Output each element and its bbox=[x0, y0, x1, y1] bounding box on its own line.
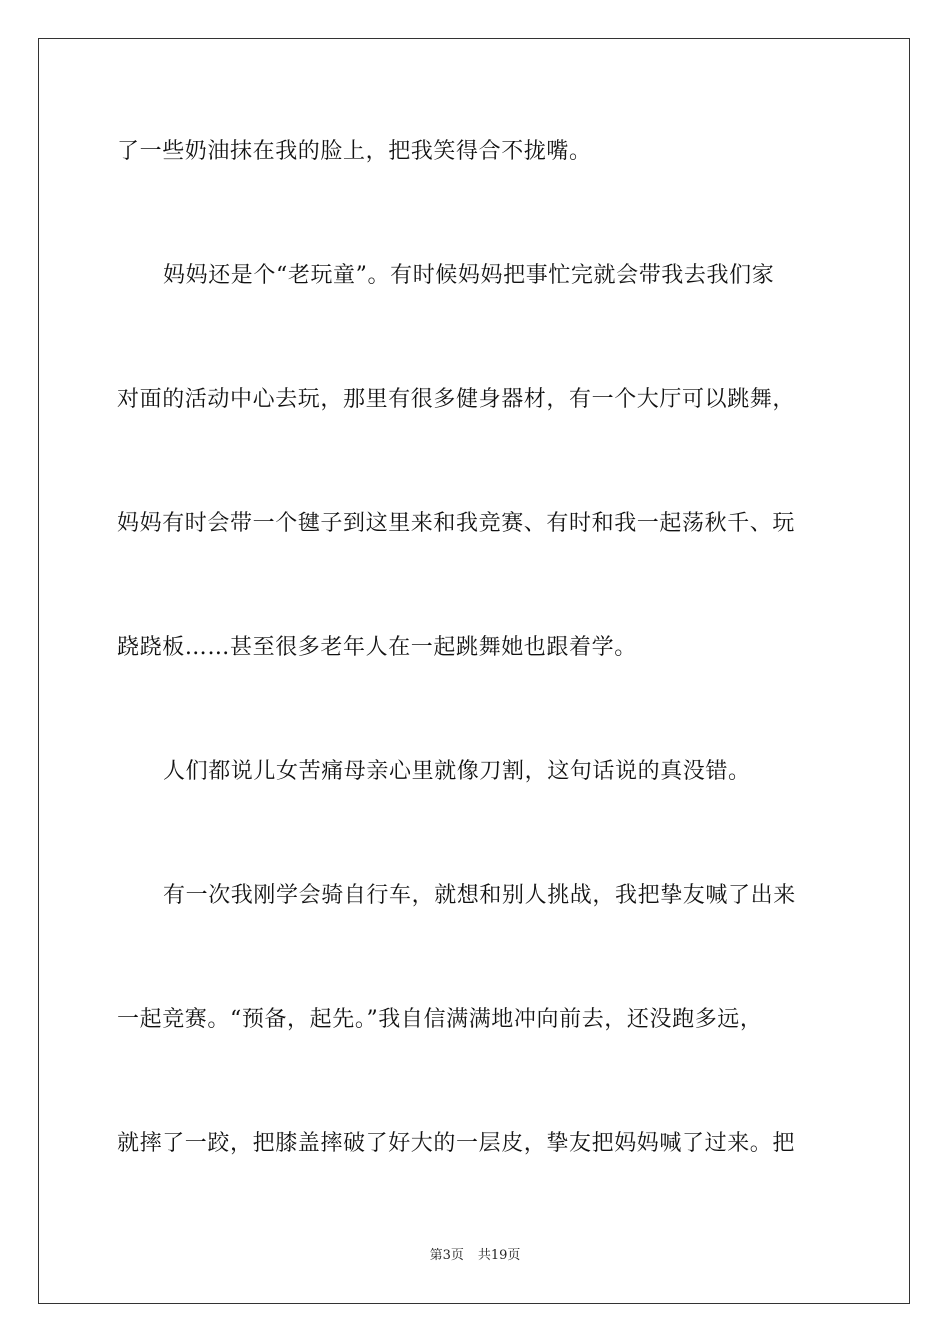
text-line: 妈妈有时会带一个毽子到这里来和我竞赛、有时和我一起荡秋千、玩 bbox=[117, 511, 796, 536]
text-line: 一起竞赛。“预备，起先。”我自信满满地冲向前去，还没跑多远， bbox=[117, 1007, 763, 1032]
page-footer bbox=[0, 1247, 950, 1265]
page-number-total: 共19页 bbox=[477, 1248, 521, 1263]
text-line: 有一次我刚学会骑自行车，就想和别人挑战，我把挚友喊了出来 bbox=[163, 883, 796, 908]
text-line: 跷跷板……甚至很多老年人在一起跳舞她也跟着学。 bbox=[117, 635, 637, 660]
text-line: 了一些奶油抹在我的脸上，把我笑得合不拢嘴。 bbox=[117, 139, 592, 164]
page-number-current: 第3页 bbox=[429, 1248, 464, 1263]
text-line: 就摔了一跤，把膝盖摔破了好大的一层皮，挚友把妈妈喊了过来。把 bbox=[117, 1131, 796, 1156]
text-line: 妈妈还是个“老玩童”。有时候妈妈把事忙完就会带我去我们家 bbox=[163, 263, 775, 288]
text-line: 对面的活动中心去玩，那里有很多健身器材，有一个大厅可以跳舞， bbox=[117, 387, 796, 412]
page-frame bbox=[38, 38, 910, 1304]
text-line: 人们都说儿女苦痛母亲心里就像刀割，这句话说的真没错。 bbox=[163, 759, 751, 784]
